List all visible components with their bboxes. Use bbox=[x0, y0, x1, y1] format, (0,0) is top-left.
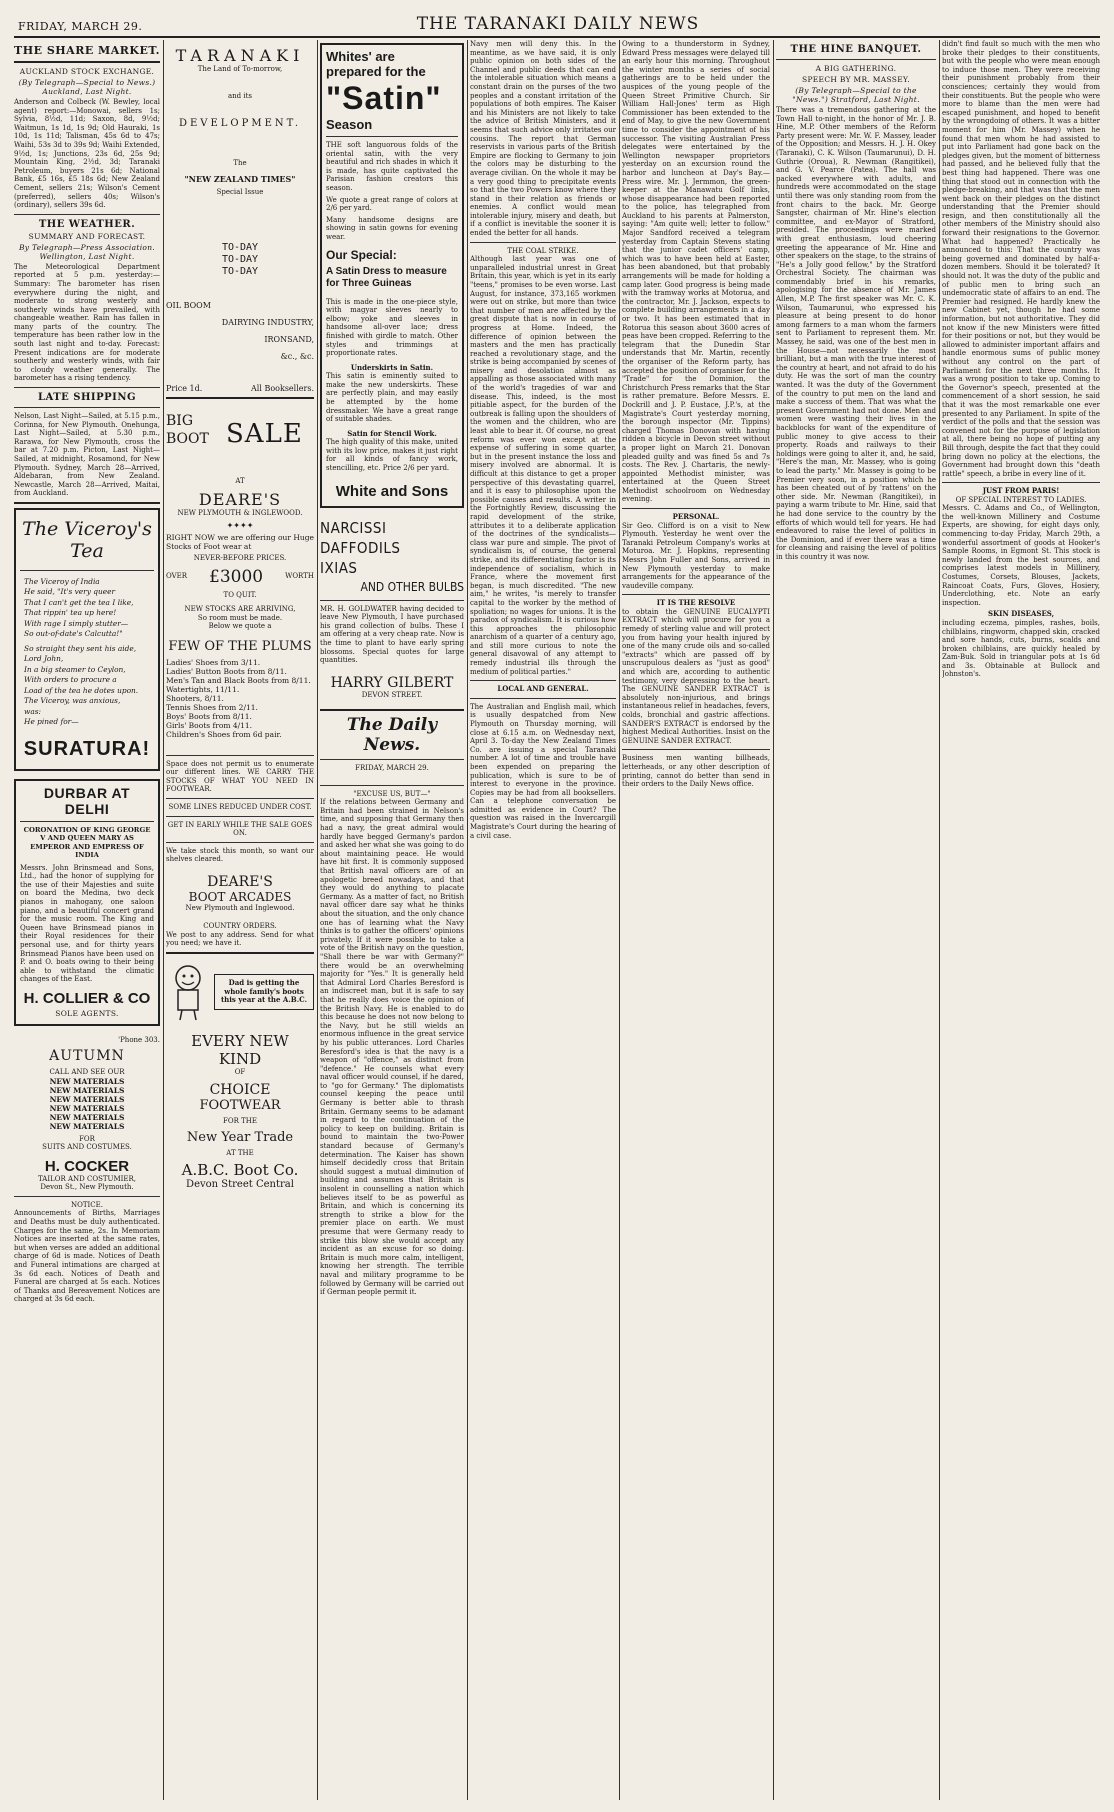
rule bbox=[166, 816, 314, 817]
plums-list bbox=[166, 658, 314, 739]
bulbs-a: NARCISSI bbox=[320, 518, 387, 537]
hine-speech: SPEECH BY MR. MASSEY. bbox=[802, 75, 910, 84]
list-item: NEW MATERIALS bbox=[49, 1085, 125, 1095]
cocker-addr: Devon St., New Plymouth. bbox=[40, 1183, 134, 1192]
big-word: BIG bbox=[166, 413, 194, 429]
rule bbox=[470, 680, 616, 681]
resolve-body: to obtain the GENUINE EUCALYPTI EXTRACT which will procure for you a remedy of sterling value and will protect you from having your health injured by one of the many crude oils and so-called "extracts" which are passed off by unscrupulous dealers as "just as good" and which are, according to authentic testimony, very depressing to the heart. The GENUINE SANDER EXTRACT is absolutely non-injurious, and brings instantaneous relief in headaches, fevers, colds, bronchial and gastric affections. SANDER'S EXTRACT is endorsed by the highest Medical Authorities. Insist on the GENUINE SANDER EXTRACT. bbox=[622, 607, 770, 745]
lines-early: GET IN EARLY WHILE THE SALE GOES ON. bbox=[167, 820, 313, 838]
price-left: Price 1d. bbox=[166, 384, 203, 393]
taranaki-and: and its bbox=[227, 91, 253, 100]
cocker-firm: H. COCKER bbox=[44, 1157, 130, 1175]
hine-title: THE HINE BANQUET. bbox=[790, 44, 922, 55]
viceroy-tea-ad bbox=[14, 508, 160, 771]
whites-body: THE soft languorous folds of the oriental satin, with the very beautiful and rich shades in which it is made, has quite captivated the Parisian fashion creators this season. bbox=[326, 141, 458, 192]
rule bbox=[14, 387, 160, 388]
collier-tag: SOLE AGENTS. bbox=[55, 1008, 119, 1018]
paris-title: JUST FROM PARIS! bbox=[982, 486, 1060, 496]
column-3 bbox=[320, 40, 464, 1802]
rule bbox=[166, 397, 314, 399]
abc-addr: Devon Street Central bbox=[186, 1179, 294, 1191]
taranaki-dev: DEVELOPMENT. bbox=[178, 118, 302, 129]
list-item: NEW MATERIALS bbox=[49, 1121, 125, 1131]
poem-line: That rippin' tea up here! bbox=[24, 608, 117, 618]
share-market-sub: AUCKLAND STOCK EXCHANGE. bbox=[19, 67, 155, 76]
price-right: All Booksellers. bbox=[251, 384, 314, 393]
poem-line: The Viceroy of India bbox=[24, 576, 100, 586]
cocker-phone: 'Phone 303. bbox=[118, 1035, 160, 1044]
durbar-title: DURBAR AT DELHI bbox=[43, 784, 131, 817]
whites-dress: A Satin Dress to measure for Three Guineas bbox=[326, 265, 447, 289]
deares-title: DEARE'S bbox=[198, 489, 282, 509]
masthead-date: FRIDAY, MARCH 29. bbox=[18, 20, 143, 33]
coal-strike-title: THE COAL STRIKE. bbox=[507, 246, 579, 255]
rule bbox=[320, 709, 464, 711]
share-market-title: THE SHARE MARKET. bbox=[14, 44, 160, 57]
offer-over: OVER bbox=[166, 572, 188, 581]
offer-worth: WORTH bbox=[285, 572, 314, 581]
rule bbox=[622, 508, 770, 509]
rule bbox=[622, 749, 770, 750]
shipping-body: Nelson, Last Night—Sailed, at 5.15 p.m., Corinna, for New Plymouth. Onehunga, Last Night—Sailed, at 5.30 p.m., Rarawa, for New Plymouth, cross the bar at 7.20 p.m. Picton, Last Night—Sailed, at midnight, Rosamond, for New Plymouth. Sydney, March 28—Arrived, Aldebaran, from New Zealand. Newcastle, March 28—Arrived, Maitai, from Auckland. bbox=[14, 412, 160, 498]
abc-forthe: FOR THE bbox=[223, 1117, 257, 1126]
abc-of: OF bbox=[234, 1067, 246, 1076]
viceroy-title: The Viceroy's Tea bbox=[22, 517, 152, 562]
rule bbox=[470, 698, 616, 699]
durbar-ad bbox=[14, 779, 160, 1026]
whites-special: Our Special: bbox=[326, 247, 397, 262]
whites-body-6: The high quality of this make, united with its low price, makes it just right for all kinds of fancy work, stencilling, etc. Price 2/6 per yard. bbox=[326, 438, 458, 473]
rule bbox=[14, 61, 160, 63]
abc-kind: KIND bbox=[218, 1049, 262, 1068]
abc-every: EVERY NEW bbox=[191, 1031, 289, 1050]
rule bbox=[166, 842, 314, 843]
paris-sub: OF SPECIAL INTEREST TO LADIES. bbox=[955, 495, 1087, 504]
whites-body-4: This is made in the one-piece style, with magyar sleeves nearly to elbow; yoke and sleeves in handsome all-over lace; dress finished with girdle to match. Other styles and trimmings at proportionate rates. bbox=[326, 297, 458, 358]
column-rule bbox=[773, 40, 774, 1800]
weather-sub: SUMMARY AND FORECAST. bbox=[28, 231, 146, 241]
poem-line: Lord John, bbox=[24, 654, 64, 664]
top-rule bbox=[14, 36, 1100, 38]
offer-amount: £3000 bbox=[209, 566, 264, 587]
list-item: Watertights, 11/11. bbox=[166, 684, 240, 694]
offer-new: NEW STOCKS ARE ARRIVING, bbox=[184, 605, 296, 614]
hine-sub: A BIG GATHERING. bbox=[815, 64, 897, 73]
whites-firm: White and Sons bbox=[335, 482, 449, 500]
skin-body: including eczema, pimples, rashes, boils, chilblains, ringworm, chapped skin, cracked and sore hands, cuts, burns, scalds and broken chilblains, are quickly healed by Zam-Buk. Sold in triangular pots at 1s 6d and 3s. Obtainable at Bullock and Johnston's. bbox=[942, 618, 1100, 679]
topic: &c., &c. bbox=[280, 352, 314, 361]
local-general-cont: Owing to a thunderstorm in Sydney, Edward Press messages were delayed till an early hour this morning. Throughout the winter months a series of social gatherings are to be held under the auspices of the young people of the Queen Street Primitive Church. Sir William Hall-Jones' term as High Commissioner has been extended to the end of May, to give the new Government time to consider the appointment of his successor. The visiting Australian Press delegates were entertained by the Wellington newspaper proprietors yesterday on an excursion round the harbor and luncheon at Day's Bay.—Press wire. Mr. J. Jermmon, the green-keeper at the Manawatu Golf links, whose disappearance had been reported to the police, has telegraphed from Auckland to his parents at Palmerston, saying: "Am quite well; letter to follow." Major Sandford received a telegram yesterday from Captain Stevens stating that the junior cadet officers' camp, which was to have been held at Easter, has been abandoned, but that probably arrangements will be made for holding a camp later. Good progress is being made with the tramway works at Motorua, and the contractor, Mr. J. Jackson, expects to complete building arrangements in a day or two. It has been estimated that in Rotorua this season about 3600 acres of peas have been cropped. Referring to the telegram that the Dunedin Star understands that Mr. Martin, recently the organiser of the Reform party, has accepted the position of organiser for the "Trade" for the Dominion, the Christchurch Press remarks that the Star is rather premature. Before Messrs. E. Dockrill and J. P. Eustace, J.P.'s, at the Magistrate's Court yesterday morning, the borough inspector (Mr. Tippins) charged Thomas Donovan with having ridden a bicycle in Devon street without a proper light on March 21. Donovan pleaded guilty and was fined 5s and 7s costs. The Rev. J. Chartaris, the newly-appointed Methodist minister, was entertained at the Queen Street Methodist schoolroom on Wednesday evening. bbox=[622, 40, 770, 504]
taranaki-sub: The Land of To-morrow, bbox=[197, 65, 283, 73]
offer-below: Below we quote a bbox=[208, 622, 272, 631]
coal-strike-body: Although last year was one of unparalleled industrial unrest in Great Britain, this year, which is yet in its early "teens," promises to be even worse. Last August, for instance, 373,165 workmen were out on strike, but more than twice that number of men are affected by the great dispute that is now in course of progress at Home. Indeed, the difference of opinion between the masters and the men has practically reached a revolutionary stage, and the strike is being accompanied by scenes of misery and desolation almost as appalling as those associated with many of the world's tragedies of war and disease. This, indeed, is the most pitiable aspect, for the burden of the outbreak is falling upon the shoulders of the women and the children, who are least able to bear it. Of course, no great reform was ever won except at the expense of suffering in some quarter, but in the present instance the loss and misery involved are abnormal. It is difficult at this distance to get a proper perspective of this devastating quarrel, and it is easy to philosophise upon the possible causes and results. A writer in the Fortnightly Review, discussing the rapid development of the strike, attributes it to a deliberate application of the doctrines of the syndicalists—class war pure and simple. The pivot of syndicalism is, of course, the general strike, and its differentiating factor is its independence of socialism, which in France, where the movement first began, is much discredited. "The new aim," he writes, "is merely to transfer capital to the worker by the method of spoliation; no wages for unions. It is the paradox of syndicalism. It is curious how this approaches the philosophic anarchism of a quarter of a century ago, and still more curious to note the general disavowal of any attempt to remedy industrial ills through the medium of political parties." bbox=[470, 255, 616, 676]
rule bbox=[320, 759, 464, 760]
weather-byline: By Telegraph—Press Association. Wellington, Last Night. bbox=[18, 242, 156, 261]
topic: OIL BOOM bbox=[166, 301, 211, 310]
column-rule bbox=[163, 40, 164, 1800]
offer-amount-row bbox=[166, 567, 314, 587]
poem-line: Load of the tea he dotes upon. bbox=[24, 685, 139, 695]
daily-news-date: FRIDAY, MARCH 29. bbox=[355, 764, 429, 773]
poem-line: So straight they sent his aide, bbox=[24, 643, 137, 653]
suratura-brand: SURATURA! bbox=[23, 737, 151, 760]
notice-body: Announcements of Births, Marriages and Deaths must be duly authenticated. Charges for the same, 2s. In Memoriam Notices are inserted at the same rates, but when verses are added an additional charge of 6d is made. Notices of Death and Funeral intimations are charged at 3s 6d each. Notices of Death and Funeral are charged at 5s each. Notices of Thanks and Bereavement Notices are charged at 3s 6d each. bbox=[14, 1209, 160, 1304]
list-item: NEW MATERIALS bbox=[49, 1112, 125, 1122]
abc-atthe: AT THE bbox=[226, 1148, 254, 1157]
bulbs-b: DAFFODILS bbox=[320, 538, 401, 557]
rule bbox=[942, 482, 1100, 483]
list-item: NEW MATERIALS bbox=[49, 1094, 125, 1104]
today-line: TO-DAY bbox=[221, 266, 259, 277]
poem-line: That I can't get the tea I like, bbox=[24, 597, 134, 607]
hine-body: There was a tremendous gathering at the Town Hall to-night, in the honor of Mr. J. B. Hine, M.P. Other members of the Reform Party present were: Mr. W. F. Massey, leader of the Opposition; and Messrs. H. J. H. Okey (Taranaki), C. K. Wilson (Taumarunui), D. H. Guthrie (Oroua), R. Newman (Rangitikei), and G. V. Pearce (Patea). The hall was packed everywhere with adults, and hundreds were accommodated on the stage until there was only standing room from the front chairs to the back. Mr. George Sangster, chairman of Mr. Hine's election committee, and ex-Mayor of Stratford, presided. The proceedings were marked with great enthusiasm, loud cheering greeting the appearance of Mr. Hine and other speakers on the stage, to the strains of "He's a Jolly good fellow," by the Stratford Orchestral Society. The chairman was commendably brief in his remarks, apologising for the absence of Mr. James Allen, M.P. The first speaker was Mr. C. K. Wilson, Taumarunui, who expressed his pleasure at being present to do honor among farmers to a man whom the farmers sent to Parliament to represent them. Mr. Massey, he said, was one of the best men in the House—not necessarily the most brilliant, but a man with the true interest of the country at heart, and not afraid to do his duty. He was the sort of man the country wanted. It was the duty of the Government of the country to put men on the land and make a success of them. That was what the present Government had not done. Men and women were wasting their lives in the backblocks for want of the expenditure of public money to give access to their property. Roads and railways to their holdings were going to alter it, and, he said, "Here's the man, Mr. Massey, who is going to lead the party." Mr. Massey is going to be Premier very soon, in a position which he has been cheated out of by 'rattens' on the other side. Mr. Newman (Rangitikei), in paying a warm tribute to Mr. Hine, said that he had done service to the country by the efforts of which would tell for years. He had endeavored to raise the level of politics in the Dominion, and if ever there was a time for cleansing and raising the level of politics in this country it was now. bbox=[776, 106, 936, 561]
sale-word: SALE bbox=[226, 419, 303, 449]
abc-bubble: Dad is getting the whole family's boots this year at the A.B.C. bbox=[214, 974, 314, 1010]
rule bbox=[320, 600, 464, 601]
abc-firm: A.B.C. Boot Co. bbox=[181, 1161, 299, 1180]
whites-body-2: We quote a great range of colors at 2/6 per yard. bbox=[326, 195, 458, 213]
daily-news-title: The Daily News. bbox=[346, 715, 438, 756]
whites-body-5: This satin is eminently suited to make the new underskirts. These are perfectly plain, and may easily be attempted by the home dressmaker. We have a great range of suitable shades. bbox=[326, 372, 458, 424]
cocker-title: AUTUMN bbox=[49, 1048, 125, 1065]
whites-l1: Whites' are bbox=[326, 49, 395, 64]
masthead bbox=[18, 14, 1098, 36]
notice-title: NOTICE. bbox=[71, 1200, 103, 1209]
list-item: Men's Tan and Black Boots from 8/11. bbox=[166, 675, 311, 685]
today-line: TO-DAY bbox=[221, 242, 259, 253]
abc-ad-top bbox=[166, 962, 314, 1022]
abc-newyear: New Year Trade bbox=[186, 1129, 294, 1145]
list-item: Ladies' Shoes from 3/11. bbox=[166, 657, 261, 667]
topic: IRONSAND, bbox=[264, 335, 314, 344]
rule bbox=[320, 785, 464, 786]
taranaki-title: TARANAKI bbox=[175, 46, 305, 65]
viceroy-poem bbox=[20, 575, 154, 730]
personal-body: Sir Geo. Clifford is on a visit to New Plymouth. Yesterday he went over the Taranaki Petroleum Company's works at Moturoa. Mr. J. Hopkins, representing Messrs John Fuller and Sons, arrived in New Plymouth yesterday to make arrangements for the appearance of the vaudeville company. bbox=[622, 521, 770, 590]
cocker-call: CALL AND SEE OUR bbox=[49, 1068, 125, 1077]
deares-addr: NEW PLYMOUTH & INGLEWOOD. bbox=[177, 508, 303, 517]
list-item: Children's Shoes from 6d pair. bbox=[166, 729, 282, 739]
rule bbox=[622, 594, 770, 595]
rule bbox=[14, 407, 160, 408]
offer-never: NEVER-BEFORE PRICES. bbox=[193, 554, 287, 563]
whites-stencil: Satin for Stencil Work. bbox=[347, 428, 437, 438]
whites-body-3: Many handsome designs are showing in satin gowns for evening wear. bbox=[326, 215, 458, 241]
nzt-title: "NEW ZEALAND TIMES" bbox=[184, 173, 296, 184]
poem-line: So out-of-date's Calcutta!" bbox=[24, 629, 123, 639]
child-illustration-icon bbox=[166, 962, 210, 1022]
durbar-body: Messrs. John Brinsmead and Sons, Ltd., had the honor of supplying for the use of their Majesties and suite on board the Medina, two deck pianos in mahogany, one saloon piano, and a beautiful concert grand for the music room. The King and Queen have Brinsmead pianos in their Royal residences for their personal use, and for thirty years Brinsmead Pianos have been used on P. and O. boats owing to their being able to withstand the climatic changes of the East. bbox=[20, 863, 154, 984]
nzt-topics bbox=[166, 300, 314, 362]
arcades-title-2: BOOT ARCADES bbox=[188, 889, 292, 904]
paris-body: Messrs. C. Adams and Co., of Wellington, the well-known Millinery and Costume Experts, are showing, for eight days only, commencing to-day Friday, March 29th, a wonderful assortment of goods at Hooker's Sample Rooms, in Egmont St. This stock is newly landed from the best sources, and comprises latest models in Millinery, Costumes, Corsets, Blouses, Jackets, Raincoat Coats, Furs, Gloves, Hosiery, Underclothing, etc. Note an early inspection. bbox=[942, 504, 1100, 607]
hine-byline: (By Telegraph—Special to the "News.") Stratford, Last Night. bbox=[792, 86, 920, 104]
ornament: ✦✦✦✦ bbox=[226, 521, 254, 530]
column-2 bbox=[166, 40, 314, 1802]
rule bbox=[470, 242, 616, 243]
rule bbox=[14, 214, 160, 215]
big-boot-sale bbox=[166, 413, 314, 477]
bulbs-firm: HARRY GILBERT bbox=[330, 674, 454, 691]
rule bbox=[166, 798, 314, 799]
poem-line: He said, "It's very queer bbox=[24, 587, 116, 597]
rule bbox=[166, 755, 314, 756]
bulbs-addr: DEVON STREET. bbox=[361, 690, 423, 699]
local-general-title: LOCAL AND GENERAL. bbox=[497, 684, 589, 694]
rule bbox=[14, 1196, 160, 1197]
taranaki-ad bbox=[166, 46, 314, 246]
list-item: NEW MATERIALS bbox=[49, 1103, 125, 1113]
shipping-title: LATE SHIPPING bbox=[37, 392, 137, 404]
nzt-issue: Special Issue bbox=[216, 187, 264, 196]
bulbs-body: MR. H. GOLDWATER having decided to leave New Plymouth, I have purchased his grand collection of bulbs. These I am offering at a very cheap rate. Now is the time to plant to have early spring blossoms. Special quotes for large quantities. bbox=[320, 604, 464, 665]
list-item: Girls' Boots from 4/11. bbox=[166, 720, 253, 730]
today-list bbox=[166, 242, 314, 278]
topic: DAIRYING INDUSTRY, bbox=[221, 318, 314, 327]
nzt-price bbox=[166, 384, 314, 393]
poem-line: With rage I simply stutter— bbox=[24, 618, 129, 628]
offer-room: So room must be made. bbox=[197, 613, 283, 622]
bulbs-c: IXIAS bbox=[320, 558, 358, 577]
list-item: Shooters, 8/11. bbox=[166, 693, 224, 703]
nzt-the: The bbox=[233, 159, 247, 167]
column-1 bbox=[14, 40, 160, 1802]
list-item: NEW MATERIALS bbox=[49, 1076, 125, 1086]
poem-line: In a big steamer to Ceylon, bbox=[24, 664, 126, 674]
abc-footwear: FOOTWEAR bbox=[199, 1098, 281, 1114]
cocker-ad bbox=[14, 1036, 160, 1192]
whites-satin: "Satin" bbox=[326, 80, 442, 116]
column-rule bbox=[467, 40, 468, 1800]
rule bbox=[326, 136, 458, 137]
bulbs-d: AND OTHER BULBS bbox=[360, 579, 464, 594]
boot-word: BOOT bbox=[166, 431, 209, 447]
list-item: Ladies' Button Boots from 8/11. bbox=[166, 666, 287, 676]
country-title: COUNTRY ORDERS. bbox=[203, 922, 277, 931]
column-rule bbox=[317, 40, 318, 1800]
cocker-tag: TAILOR AND COSTUMIER, bbox=[37, 1174, 136, 1183]
column-5 bbox=[622, 40, 770, 1802]
poem-line: The Viceroy, was anxious, bbox=[24, 696, 121, 706]
masthead-paper-title: THE TARANAKI DAILY NEWS bbox=[416, 14, 700, 34]
column-rule bbox=[939, 40, 940, 1800]
printing-ad: Business men wanting billheads, letterheads, or any other description of printing, cannot do better than send in their orders to the Daily News office. bbox=[622, 754, 770, 789]
lines-reduced: SOME LINES REDUCED UNDER COST. bbox=[168, 803, 312, 812]
space-body: Space does not permit us to enumerate our different lines. WE CARRY THE STOCKS OF WHAT YOU NEED IN FOOTWEAR. bbox=[166, 759, 314, 794]
list-item: Boys' Boots from 8/11. bbox=[166, 711, 252, 721]
rule bbox=[776, 59, 936, 60]
whites-l2: prepared for the bbox=[326, 64, 426, 79]
excuse-title: "EXCUSE US, BUT—" bbox=[353, 789, 431, 798]
abc-choice: CHOICE bbox=[209, 1082, 271, 1099]
arcades-addr: New Plymouth and Inglewood. bbox=[185, 903, 295, 912]
plums-title: FEW OF THE PLUMS bbox=[168, 638, 312, 654]
bulbs-ad bbox=[320, 518, 464, 700]
today-line: TO-DAY bbox=[221, 254, 259, 265]
excuse-body: If the relations between Germany and Britain had been strained in Nelson's time, and supposing that Germany then had a navy, the great admiral would hardly have begged Germany's pardon and asked her what she was going to do about maintaining peace. He would have hit first. It is commonly supposed that British naval officers are of an apologetic breed nowadays, and that they would do anything to placate Germany. As a matter of fact, no British naval officer dare say what he thinks about the situation, and the only chance one has of learning what the Navy thinks is to gather the officers' opinions privately. If it were possible to take a vote of the British navy on the question, "Shall there be war with Germany?" there would be an overwhelming majority for "Yes." It is generally held that Admiral Lord Charles Beresford is an indiscreet man, but it is safe to say that he really does voice the opinion of the British Navy. He is enabled to do this because he does not now belong to the Navy, but he still wields an enormous influence in the great service by his public utterances. Lord Charles Beresford's idea is that the navy is a weapon of "offence," as distinct from "defence." He counsels what every naval officer would counsel, if he dared, to "go for Germany." The diplomatists counsel keeping the peace until Germany is better able to thrash Britain. Germany seems to be adamant in regard to the continuation of the policy to keep on building. Britain is bound to maintain the two-Power standard because of Germany's determination. The Kaiser has shown himself decidedly cross that Britain should suggest a mutual diminution of building and assumes that Britain is insolent in counselling a nation which believes itself to be as powerful as Britain, and which is concerning its strength to strike a blow for the premier place on earth. We must presume that were Germany ready to strike this blow she would accept any incident as an excuse for so doing. Britain is much more calm, intelligent, knowing her strength. The terrible naval and military programme to be followed by Germany will be carried out if German people permit it. bbox=[320, 798, 464, 1297]
column-6 bbox=[776, 40, 936, 1802]
list-item: Tennis Shoes from 2/11. bbox=[166, 702, 258, 712]
personal-title: PERSONAL. bbox=[672, 512, 720, 522]
hine-cont: didn't find fault so much with the men who broke their pledges to their constituents, but with the people who were mean enough to induce those men. They were receiving their punishment probably from their consciences; certainly they would from their constituents. But the people who were more to blame than the men were had escaped punishment, and hoped to benefit by the wrongdoing of others. It was a bitter moment for him (Mr. Massey) when he found that men whom he had assisted to put into Parliament had gone back on the pledges given, but the moment of bitterness had passed, and he believed fully that the best thing had happened. There was one thing that stood out in connection with the pledge-breaking, and that was that the men went back on their pledges on the distinct understanding that the Premier should resign, and then constitutionally all the other members of the Ministry should also forward their resignations to the Governor. What had happened? Practically he announced to this: That the country was being governed and dominated by half-a-dozen members. Should it be tolerated? It should not. It was the duty of the public and of public men to bring such an undemocratic state of affairs to an end. The Premier had resigned. He hardly knew the new Cabinet yet, though he had some information, but not authoritative. They did not know if the new Ministers were fitted for their positions or not, but they would be allowed to administer important affairs and handle enormous sums of public money without any control on the part of Parliament for the next three months. It was a wrong position to take up. Coming to the Governor's speech, presented at the commencement of a short session, he said that it was the most remarkable one ever presented to any Parliament. In spite of the verdict of the polls and that the session was convened not for the purpose of legislation at all, there being no hope of putting any Bill through, despite the fact that they could bring down no policy at the elections, the Government had brought down this "death rattle" speech, a bribe in every line of it. bbox=[942, 40, 1100, 478]
arcades-title: DEARE'S bbox=[207, 873, 273, 890]
whites-season: Season bbox=[326, 117, 373, 132]
share-market-byline: (By Telegraph—Special to News.) Auckland, Last Night. bbox=[18, 78, 156, 96]
cocker-for: FOR bbox=[79, 1134, 95, 1143]
rule bbox=[20, 821, 154, 822]
local-general-body: The Australian and English mail, which is usually despatched from New Plymouth on Thursday morning, will close at 6.15 a.m. on Wednesday next, April 3. To-day the New Zealand Times Co. are issuing a special Taranaki number. A lot of time and trouble have been expended on preparing the publication, which is sure to be of interest to everyone in the province. Copies may be had from all booksellers. Can a telephone conversation be admitted as evidence in Court? The question was raised in the Invercargill Magistrate's Court during the hearing of a civil case. bbox=[470, 702, 616, 840]
rule bbox=[166, 952, 314, 954]
collier-firm: H. COLLIER & CO bbox=[23, 989, 151, 1007]
bigboot-at: AT bbox=[235, 477, 245, 485]
column-7 bbox=[942, 40, 1100, 1802]
rule bbox=[14, 502, 160, 504]
stock-body: We take stock this month, so want our shelves cleared. bbox=[166, 846, 314, 864]
offer-quit: TO QUIT. bbox=[223, 590, 257, 599]
rule bbox=[20, 570, 154, 571]
country-body: We post to any address. Send for what you need; we have it. bbox=[166, 930, 314, 948]
resolve-title: IT IS THE RESOLVE bbox=[656, 598, 736, 608]
weather-title: THE WEATHER. bbox=[38, 218, 136, 230]
editorial-cont: Navy men will deny this. In the meantime, as we have said, it is only public opinion on both sides of the Channel and public deeds that can end the intolerable situation which means a constant drain on the purses of the two peoples and a constant irritation of the populations of both empires. The Kaiser and his Ministers are not likely to take the advice of British Ministers, and it seems that such advice only irritates our cousins. The report that German reservists in various parts of the British Empire are flocking to Germany to join the colors may be disturbing to the average civilian. On the whole it may be a very good thing to precipitate events so that the two Powers know where they stand in their relation as friends or enemies. A conflict would mean intolerable injury, misery and death, but if a conflict is inevitable the sooner it is ended the better for all hands. bbox=[470, 40, 616, 238]
share-market-body: Anderson and Colbeck (W. Bewley, local agent) report:—Monowai, sellers 1s; Sylvia, 8½d, 11d; Saxon, 8d, 9½d; Waitmun, 1s 1d, 1s 9d; Old Hauraki, 1s 10d, 1s 11d; Talisman, 45s 6d to 47s; Waihi, 53s 3d to 39s 9d; Waihi Extended, 9½d, 1s; Junctions, 23s 6d, 25s 9d; Mountain King, 2½d, 3d; Taranaki Petroleum, buyers 21s 6d; National Bank, £5 16s, £5 18s 6d; New Zealand Cement, sellers 21s; Wilson's Cement (preferred), sellers 40s; Wilson's (ordinary), sellers 39s 6d. bbox=[14, 98, 160, 210]
cocker-suits: SUITS AND COSTUMES. bbox=[42, 1143, 132, 1152]
weather-body: The Meteorological Department reported at 5 p.m. yesterday:—Summary: The barometer has risen everywhere during the night, and moderate to strong westerly and southerly winds have prevailed, with changeable weather. Rain has fallen in many parts of the country. The temperature has been rather low in the south last night and to-day. Forecast: Present indications are for moderate southerly and westerly winds, with fair to cloudy weather generally. The barometer has a rising tendency. bbox=[14, 262, 160, 383]
skin-title: SKIN DISEASES, bbox=[987, 609, 1055, 619]
whites-satin-ad bbox=[320, 43, 464, 508]
whites-under: Underskirts in Satin. bbox=[350, 362, 434, 372]
column-rule bbox=[619, 40, 620, 1800]
poem-line: was: bbox=[24, 706, 42, 716]
offer-body: RIGHT NOW we are offering our Huge Stocks of Foot wear at bbox=[166, 533, 314, 551]
cocker-list bbox=[14, 1077, 160, 1131]
durbar-sub: CORONATION OF KING GEORGE V AND QUEEN MARY AS EMPEROR AND EMPRESS OF INDIA bbox=[23, 825, 151, 860]
column-4 bbox=[470, 40, 616, 1802]
poem-line: He pined for— bbox=[24, 717, 79, 727]
poem-line: With orders to procure a bbox=[24, 675, 117, 685]
